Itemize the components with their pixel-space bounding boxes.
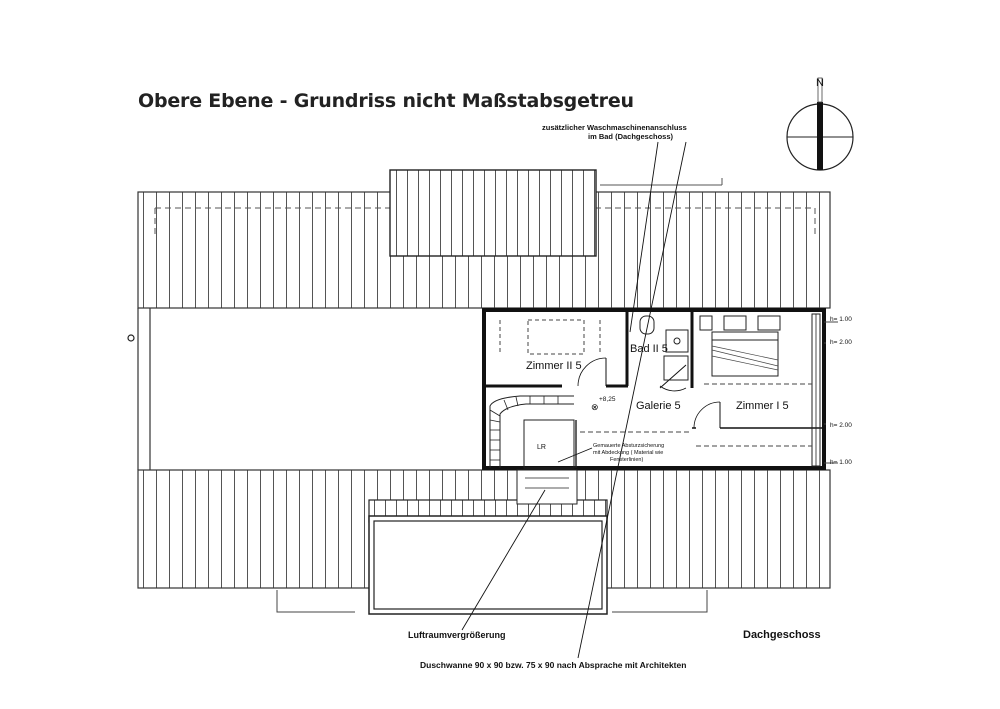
room-zimmer-2: Zimmer II 5 bbox=[526, 360, 582, 372]
room-lr: LR bbox=[537, 444, 546, 451]
height-h2: h= 2.00 bbox=[830, 339, 852, 346]
room-bad-2: Bad II 5 bbox=[630, 343, 668, 355]
elevation-label: +8,25 bbox=[599, 396, 616, 403]
railing-note-line3: Fensterlinien) bbox=[610, 457, 644, 463]
floor-label: Dachgeschoss bbox=[743, 629, 821, 641]
page-title: Obere Ebene - Grundriss nicht Maßstabsgetreu bbox=[138, 90, 634, 112]
height-h3: h= 2.00 bbox=[830, 422, 852, 429]
height-h1: h= 1.00 bbox=[830, 316, 852, 323]
railing-note-line2: mit Abdeckung ( Material wie bbox=[593, 450, 664, 456]
room-zimmer-1: Zimmer I 5 bbox=[736, 400, 789, 412]
luftraum-note: Luftraumvergrößerung bbox=[408, 630, 506, 640]
compass-label: N bbox=[816, 77, 824, 89]
shower-note: Duschwanne 90 x 90 bzw. 75 x 90 nach Absprache mit Architekten bbox=[420, 660, 687, 670]
railing-note-line1: Gemauerte Absturzsicherung bbox=[593, 443, 665, 449]
washer-note-line1: zusätzlicher Waschmaschinenanschluss bbox=[542, 123, 687, 132]
height-h4: h= 1.00 bbox=[830, 459, 852, 466]
room-galerie: Galerie 5 bbox=[636, 400, 681, 412]
elevation-symbol: ⊗ bbox=[591, 402, 599, 412]
washer-note-line2: im Bad (Dachgeschoss) bbox=[588, 132, 674, 141]
compass bbox=[787, 78, 853, 170]
